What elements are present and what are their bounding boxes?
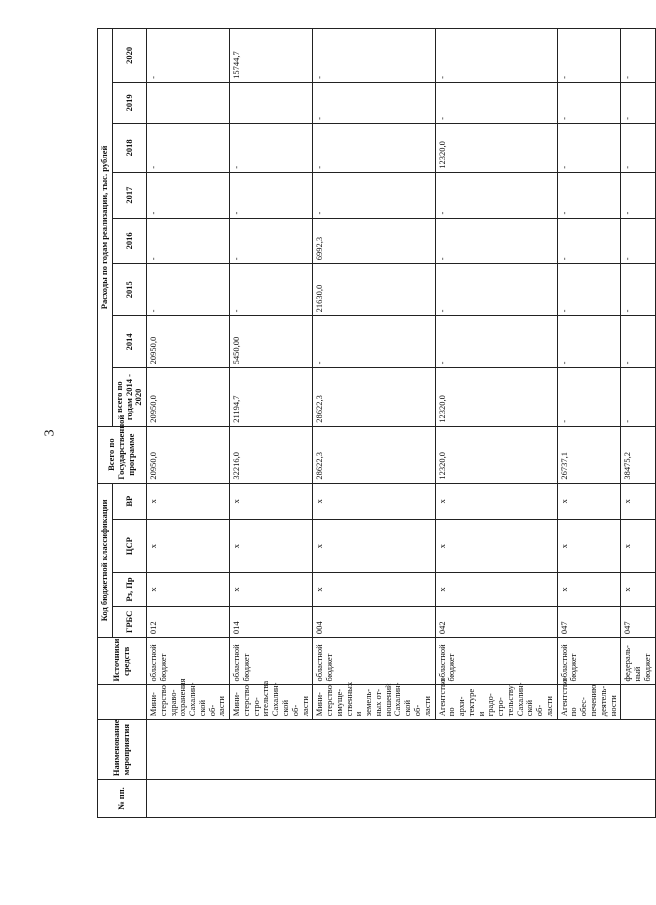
- cell-rzpr: x: [435, 573, 557, 606]
- cell-y2014: 20950,0: [147, 316, 230, 368]
- cell-csr: x: [230, 519, 313, 573]
- cell-y2020: -: [313, 29, 435, 83]
- cell-total: 38475,2: [621, 426, 655, 483]
- header-expenses-group: Расходы по годам реализации, тыс. рублей: [98, 29, 113, 427]
- cell-source: федераль-ный бюджет: [621, 638, 655, 685]
- cell-vr: x: [557, 483, 621, 519]
- budget-table-container: [97, 28, 652, 818]
- header-source: Источники средств: [98, 638, 147, 685]
- cell-total: 28622,3: [313, 426, 435, 483]
- cell-y2017: -: [557, 172, 621, 218]
- cell-y2015: -: [621, 264, 655, 316]
- cell-y2019: -: [435, 82, 557, 123]
- cell-csr: x: [147, 519, 230, 573]
- cell-rzpr: x: [147, 573, 230, 606]
- header-2014: 2014: [112, 316, 146, 368]
- cell-total-years: 20950,0: [147, 368, 230, 426]
- cell-rzpr: x: [557, 573, 621, 606]
- table-row: [621, 29, 655, 818]
- header-2017: 2017: [112, 172, 146, 218]
- cell-y2019: [230, 82, 313, 123]
- cell-grbs: 014: [230, 606, 313, 638]
- cell-y2016: -: [147, 218, 230, 264]
- cell-y2019: -: [621, 82, 655, 123]
- cell-y2018: 12320,0: [435, 123, 557, 172]
- cell-y2019: -: [557, 82, 621, 123]
- cell-y2016: -: [621, 218, 655, 264]
- cell-y2018: -: [230, 123, 313, 172]
- cell-csr: x: [435, 519, 557, 573]
- cell-csr: x: [621, 519, 655, 573]
- cell-y2020: 15744,7: [230, 29, 313, 83]
- header-2020: 2020: [112, 29, 146, 83]
- cell-vr: x: [435, 483, 557, 519]
- cell-csr: x: [313, 519, 435, 573]
- cell-y2017: -: [313, 172, 435, 218]
- cell-rzpr: x: [313, 573, 435, 606]
- cell-y2020: -: [147, 29, 230, 83]
- cell-total: 32216,0: [230, 426, 313, 483]
- header-grbs: ГРБС: [112, 606, 146, 638]
- cell-total: 26737,1: [557, 426, 621, 483]
- cell-y2014: 5450,00: [230, 316, 313, 368]
- cell-y2014: -: [557, 316, 621, 368]
- cell-y2016: -: [435, 218, 557, 264]
- cell-grbs: 047: [557, 606, 621, 638]
- cell-y2018: -: [313, 123, 435, 172]
- cell-y2015: -: [230, 264, 313, 316]
- header-total-years: всего по годам 2014 - 2020: [112, 368, 146, 426]
- cell-y2014: -: [621, 316, 655, 368]
- cell-vr: x: [230, 483, 313, 519]
- cell-grbs: 047: [621, 606, 655, 638]
- cell-y2015: 21630,0: [313, 264, 435, 316]
- cell-vr: x: [621, 483, 655, 519]
- cell-y2015: -: [147, 264, 230, 316]
- table-row: [147, 29, 230, 818]
- cell-y2017: -: [435, 172, 557, 218]
- table-body: [147, 29, 656, 818]
- header-num: № пп.: [98, 780, 147, 818]
- cell-y2016: -: [230, 218, 313, 264]
- header-name: Наименование мероприятия: [98, 720, 147, 780]
- cell-source: областной бюджет: [147, 638, 230, 685]
- cell-rzpr: x: [230, 573, 313, 606]
- cell-y2017: -: [230, 172, 313, 218]
- cell-source: областной бюджет: [557, 638, 621, 685]
- cell-y2016: -: [557, 218, 621, 264]
- cell-y2014: -: [313, 316, 435, 368]
- header-exec: [98, 685, 147, 720]
- table-row: [230, 29, 313, 818]
- cell-vr: x: [147, 483, 230, 519]
- header-rzpr: Рз, Пр: [112, 573, 146, 606]
- cell-grbs: 012: [147, 606, 230, 638]
- cell-total-years: -: [557, 368, 621, 426]
- header-2018: 2018: [112, 123, 146, 172]
- table-row: [435, 29, 557, 818]
- cell-exec: Мини-стерство здраво-охранения Сахалин-ской об-ласти: [147, 685, 230, 720]
- cell-y2020: -: [557, 29, 621, 83]
- cell-total-years: 12320,0: [435, 368, 557, 426]
- header-2016: 2016: [112, 218, 146, 264]
- header-csr: ЦСР: [112, 519, 146, 573]
- cell-name: [147, 720, 656, 780]
- cell-rzpr: x: [621, 573, 655, 606]
- cell-total: 12320,0: [435, 426, 557, 483]
- cell-y2019: [147, 82, 230, 123]
- cell-source: областной бюджет: [435, 638, 557, 685]
- cell-csr: x: [557, 519, 621, 573]
- page-number: 3: [42, 429, 58, 437]
- cell-y2017: -: [621, 172, 655, 218]
- cell-total-years: 28622,3: [313, 368, 435, 426]
- header-2019: 2019: [112, 82, 146, 123]
- cell-total: 20950,0: [147, 426, 230, 483]
- cell-y2018: -: [147, 123, 230, 172]
- cell-num: [147, 780, 656, 818]
- cell-vr: x: [313, 483, 435, 519]
- cell-grbs: 004: [313, 606, 435, 638]
- budget-table: [97, 28, 656, 818]
- cell-y2015: -: [557, 264, 621, 316]
- cell-exec: Агентство по обес-печению деятель-ности: [557, 685, 621, 720]
- cell-y2016: 6992,3: [313, 218, 435, 264]
- cell-y2020: -: [621, 29, 655, 83]
- cell-exec: Мини-стерство стро-ительства Сахалин-ской об-ласти: [230, 685, 313, 720]
- cell-y2018: -: [621, 123, 655, 172]
- cell-source: областной бюджет: [313, 638, 435, 685]
- cell-y2018: -: [557, 123, 621, 172]
- table-row: [557, 29, 621, 818]
- header-code-group: Код бюджетной классификации: [98, 483, 113, 638]
- cell-total-years: -: [621, 368, 655, 426]
- cell-exec: Агентство по архи-тектуре и градо-стро-тельству Сахалин-ской об-ласти: [435, 685, 557, 720]
- cell-total-years: 21194,7: [230, 368, 313, 426]
- cell-source: областной бюджет: [230, 638, 313, 685]
- header-total-program: Всего по Государственной программе: [98, 426, 147, 483]
- cell-exec: Мини-стерство имуще-ственных и земель-ных от-ношений Сахалин-ской об-ласти: [313, 685, 435, 720]
- cell-y2014: -: [435, 316, 557, 368]
- cell-y2017: -: [147, 172, 230, 218]
- header-2015: 2015: [112, 264, 146, 316]
- cell-exec: [621, 685, 655, 720]
- cell-y2020: -: [435, 29, 557, 83]
- header-row-1: [98, 29, 113, 818]
- header-vr: ВР: [112, 483, 146, 519]
- cell-grbs: 042: [435, 606, 557, 638]
- cell-y2015: -: [435, 264, 557, 316]
- table-row: [313, 29, 435, 818]
- cell-y2019: -: [313, 82, 435, 123]
